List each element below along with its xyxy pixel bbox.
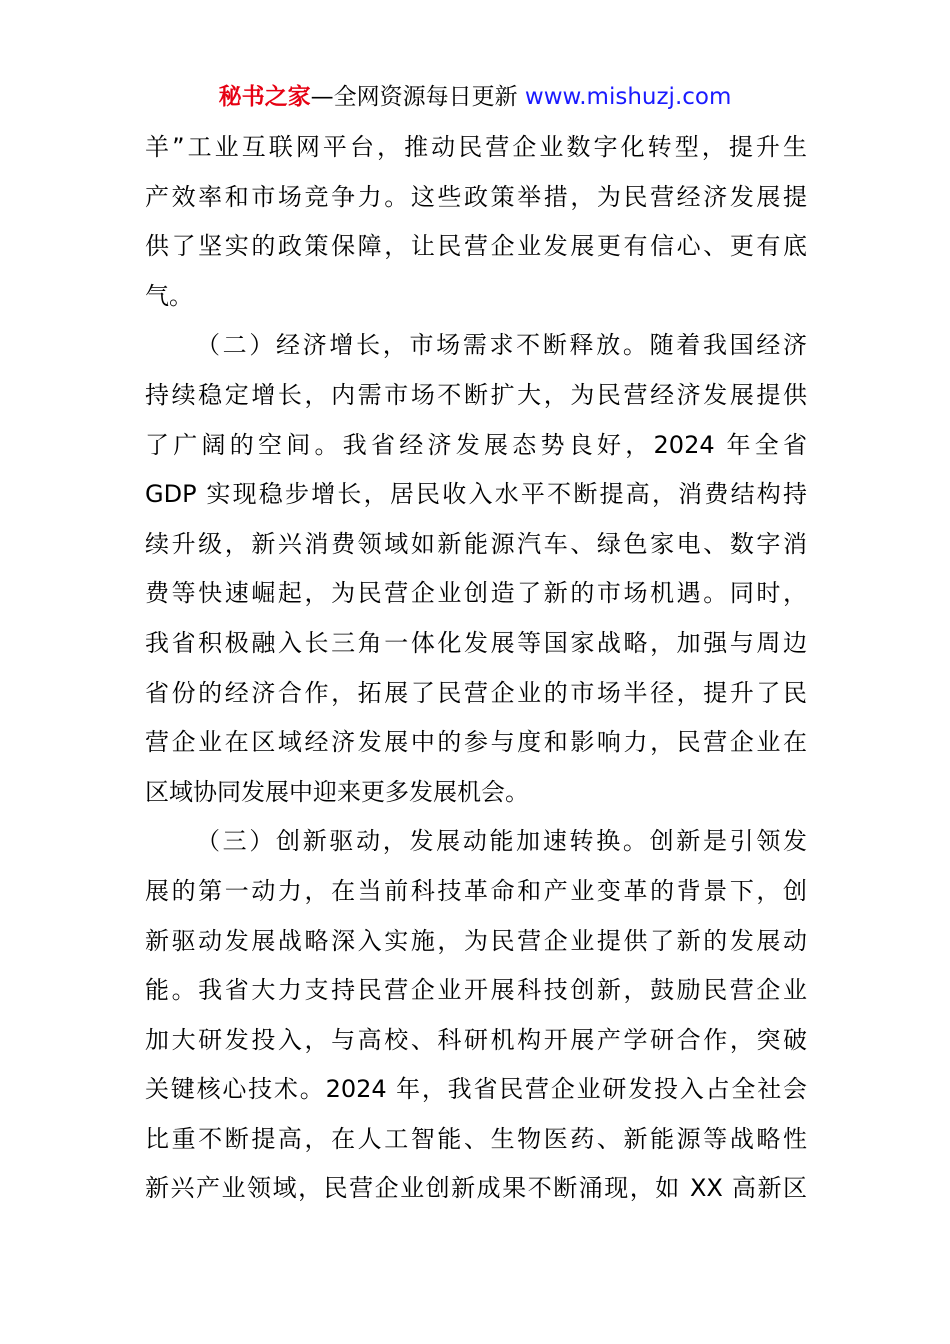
text-line: GDP 实现稳步增长，居民收入水平不断提高，消费结构持 <box>145 480 807 509</box>
text-line: 持续稳定增长，内需市场不断扩大，为民营经济发展提供 <box>145 380 807 409</box>
text-line: 费等快速崛起，为民营企业创造了新的市场机遇。同时， <box>145 579 807 608</box>
header-tagline: —全网资源每日更新 <box>310 84 518 110</box>
text-line: 营企业在区域经济发展中的参与度和影响力，民营企业在 <box>145 728 807 757</box>
text-line: 产效率和市场竞争力。这些政策举措，为民营经济发展提 <box>145 182 807 211</box>
text-line: 续升级，新兴消费领域如新能源汽车、绿色家电、数字消 <box>145 529 807 558</box>
text-line: 关键核心技术。2024 年，我省民营企业研发投入占全社会 <box>145 1075 807 1104</box>
text-line: 我省积极融入长三角一体化发展等国家战略，加强与周边 <box>145 628 807 657</box>
text-line: 展的第一动力，在当前科技革命和产业变革的背景下，创 <box>145 876 807 905</box>
text-line: 了广阔的空间。我省经济发展态势良好，2024 年全省 <box>145 430 807 459</box>
brand-name: 秘书之家 <box>218 84 311 110</box>
site-header <box>0 80 950 114</box>
site-url[interactable]: www.mishuzj.com <box>524 84 732 110</box>
text-line: 比重不断提高，在人工智能、生物医药、新能源等战略性 <box>145 1124 807 1153</box>
text-line: 羊”工业互联网平台，推动民营企业数字化转型，提升生 <box>145 133 807 161</box>
text-line: 加大研发投入，与高校、科研机构开展产学研合作，突破 <box>145 1025 807 1054</box>
text-line: 供了坚实的政策保障，让民营企业发展更有信心、更有底 <box>145 232 807 261</box>
document-body <box>145 123 807 1214</box>
text-line: 能。我省大力支持民营企业开展科技创新，鼓励民营企业 <box>145 976 807 1005</box>
text-line: 新兴产业领域，民营企业创新成果不断涌现，如 XX 高新区 <box>145 1174 807 1203</box>
text-line: 省份的经济合作，拓展了民营企业的市场半径，提升了民 <box>145 678 807 707</box>
text-line: 气。 <box>145 281 193 310</box>
paragraph-heading-line: （三）创新驱动，发展动能加速转换。创新是引领发 <box>196 827 807 856</box>
text-line: 新驱动发展战略深入实施，为民营企业提供了新的发展动 <box>145 926 807 955</box>
paragraph-heading-line: （二）经济增长，市场需求不断释放。随着我国经济 <box>196 331 807 360</box>
text-line: 区域协同发展中迎来更多发展机会。 <box>145 777 529 806</box>
